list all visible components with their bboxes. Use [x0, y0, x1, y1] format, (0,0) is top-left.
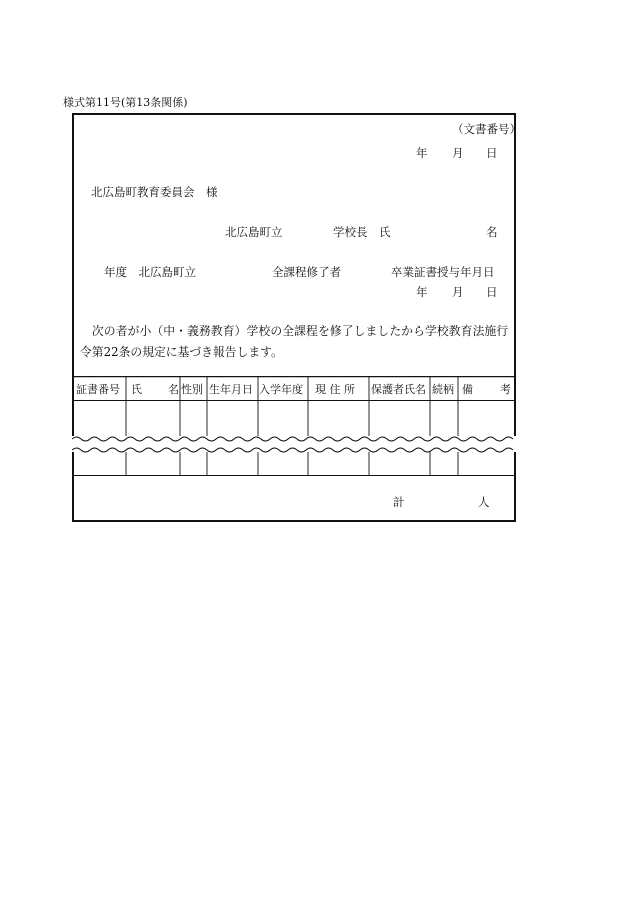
date-month-label: 月: [452, 146, 464, 160]
header-name-second: 名: [168, 383, 179, 396]
header-address: 現 住 所: [315, 383, 355, 396]
body-text-line-2: 令第22条の規定に基づき報告します。: [80, 345, 283, 359]
addressee: 北広島町教育委員会 様: [91, 185, 218, 199]
header-cert-no: 証書番号: [76, 383, 120, 396]
cert-date-day: 日: [486, 285, 498, 299]
header-guardian-name: 保護者氏名: [371, 383, 426, 396]
sender-name-suffix: 名: [486, 225, 498, 239]
subject-cert-label: 卒業証書授与年月日: [391, 265, 495, 279]
header-remarks-second: 考: [500, 383, 511, 396]
cert-date-year: 年: [416, 285, 428, 299]
header-entry-year: 入学年度: [259, 383, 303, 396]
date-day-label: 日: [486, 146, 498, 160]
subject-year-label: 年度 北広島町立: [104, 265, 196, 279]
cert-date-month: 月: [452, 285, 464, 299]
header-relation: 続柄: [432, 383, 454, 396]
document-number: （文書番号）: [452, 122, 521, 136]
header-birth-date: 生年月日: [209, 383, 253, 396]
header-name-first: 氏: [131, 383, 142, 396]
subject-course-label: 全課程修了者: [272, 265, 341, 279]
form-label: 様式第11号(第13条関係): [63, 96, 188, 109]
body-text-line-1: 次の者が小（中・義務教育）学校の全課程を修了しましたから学校教育法施行: [80, 324, 509, 338]
header-gender: 性別: [181, 383, 203, 396]
sender-town-school: 北広島町立: [225, 225, 283, 239]
total-label: 計: [393, 495, 405, 509]
date-year-label: 年: [416, 146, 428, 160]
header-remarks-first: 備: [462, 383, 473, 396]
sender-principal-label: 学校長 氏: [333, 225, 391, 239]
report-table-grid: [72, 376, 516, 522]
person-count-label: 人: [478, 495, 490, 509]
